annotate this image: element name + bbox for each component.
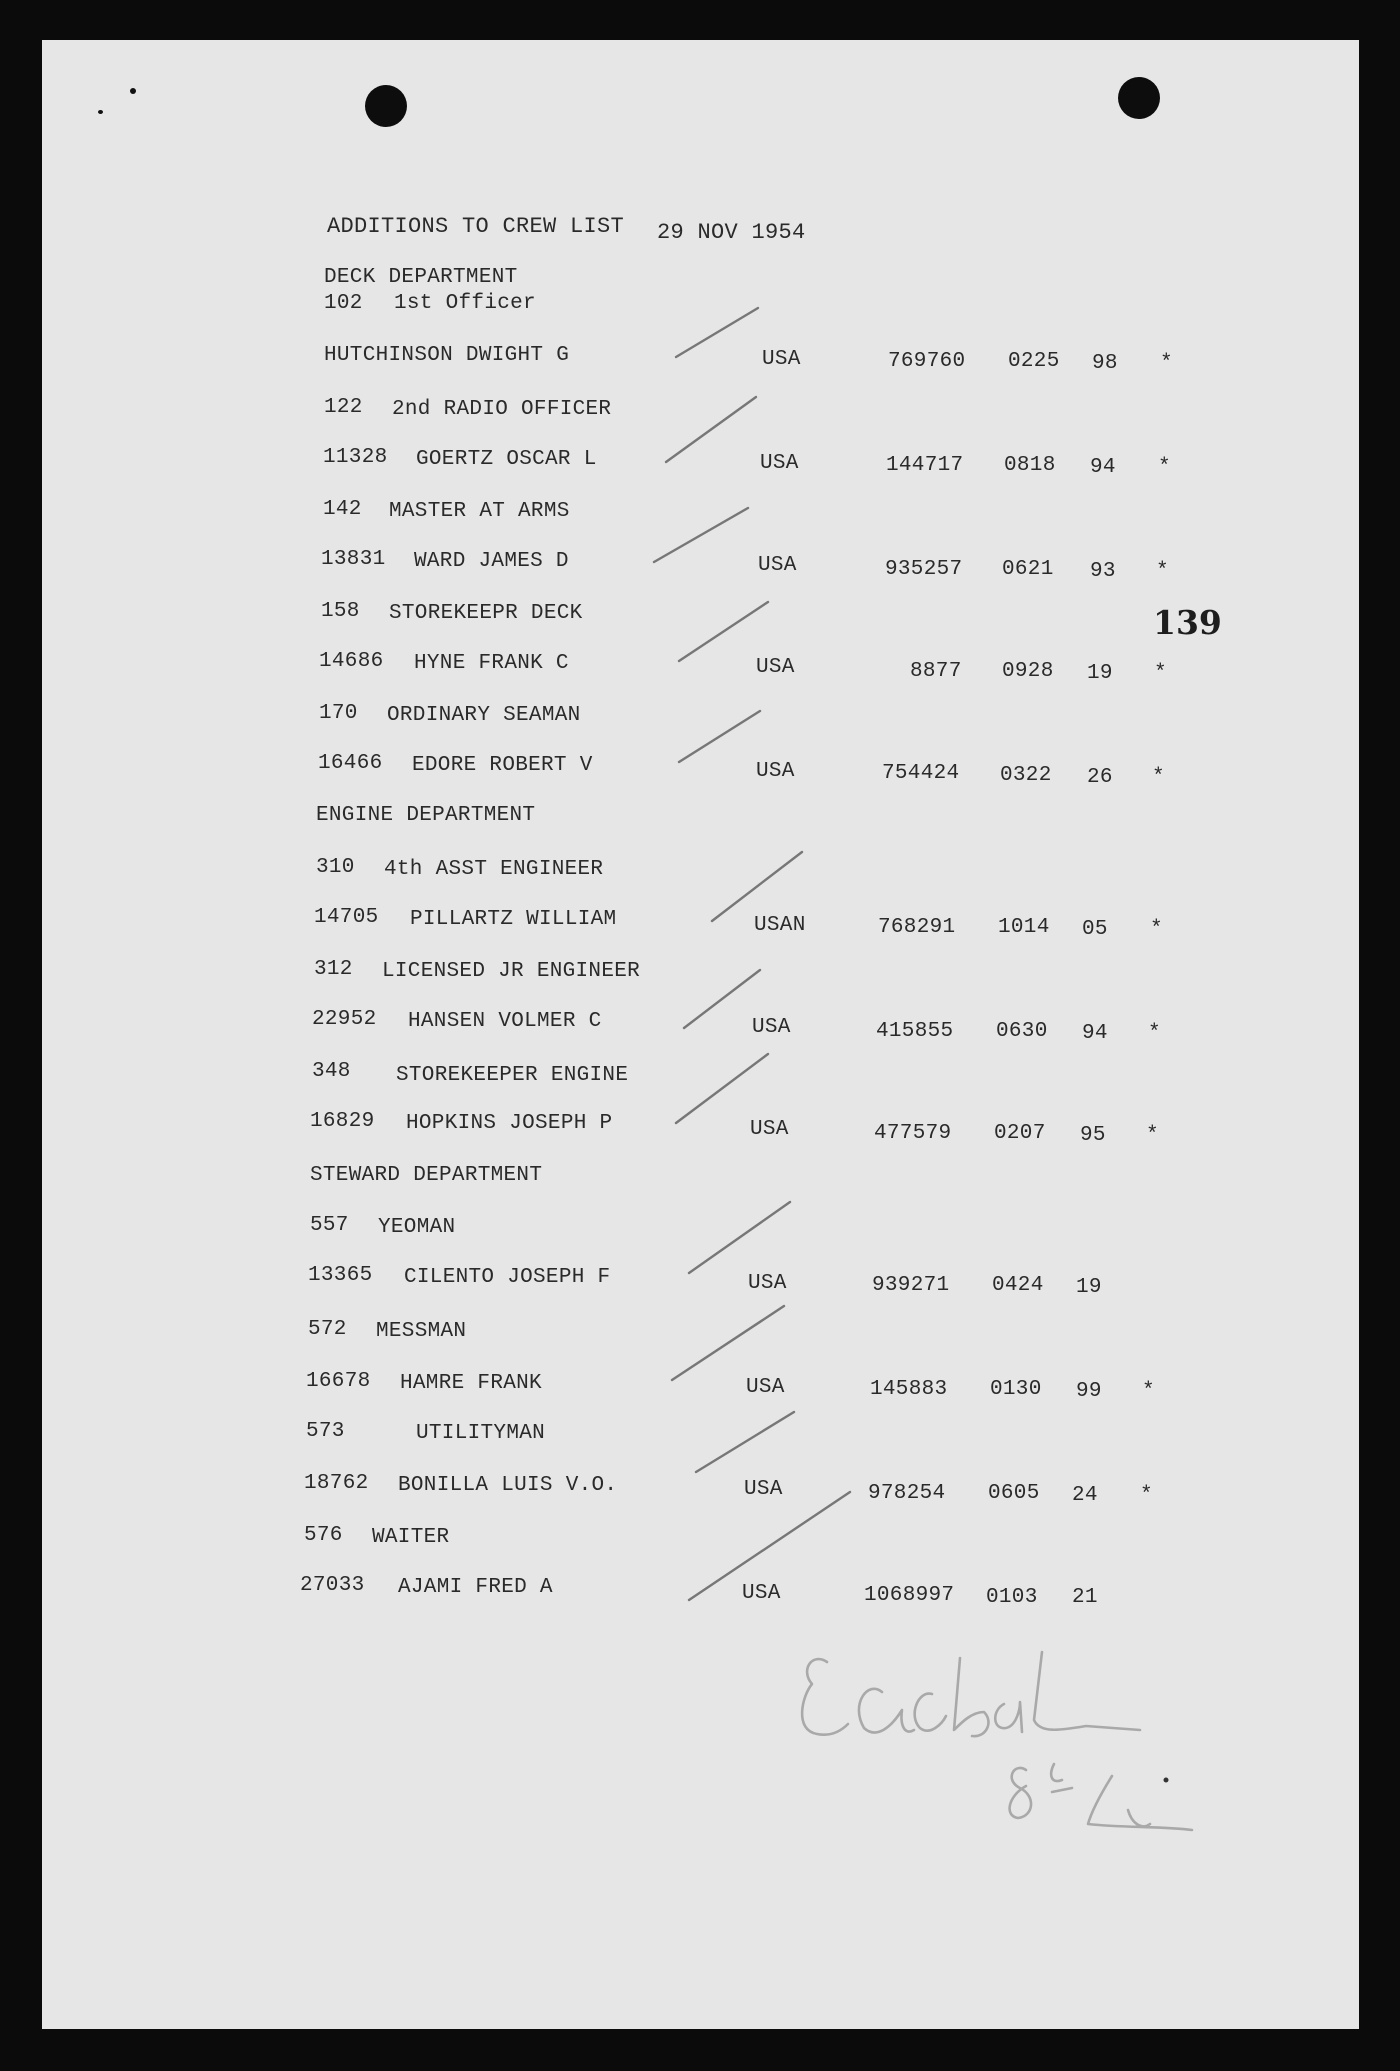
crew-id: 13831 xyxy=(321,548,386,571)
page-number: 139 xyxy=(1153,603,1222,642)
document-title: ADDITIONS TO CREW LIST xyxy=(327,214,625,239)
asterisk-mark: * xyxy=(1142,1380,1155,1403)
nationality: USA xyxy=(756,760,795,783)
nationality: USAN xyxy=(754,914,806,937)
position-code: 158 xyxy=(321,600,360,623)
position-code: 310 xyxy=(316,856,355,879)
crew-name: HOPKINS JOSEPH P xyxy=(406,1112,613,1135)
document-number: 8877 xyxy=(910,660,962,683)
check-mark xyxy=(676,1054,768,1123)
check-mark xyxy=(654,508,748,562)
crew-id: 16466 xyxy=(318,752,383,775)
crew-name: BONILLA LUIS V.O. xyxy=(398,1474,618,1497)
asterisk-mark: * xyxy=(1150,918,1163,941)
department-heading: ENGINE DEPARTMENT xyxy=(316,804,536,827)
crew-id: 16678 xyxy=(306,1370,371,1393)
nationality: USA xyxy=(744,1478,783,1501)
annotation-layer xyxy=(42,40,1359,2029)
crew-id: 27033 xyxy=(300,1574,365,1597)
nationality: USA xyxy=(748,1272,787,1295)
date-code: 0818 xyxy=(1004,454,1056,477)
position-title: MESSMAN xyxy=(376,1320,467,1343)
document-date: 29 NOV 1954 xyxy=(657,220,806,245)
check-mark xyxy=(696,1412,794,1472)
check-mark xyxy=(689,1202,790,1273)
asterisk-mark: * xyxy=(1154,662,1167,685)
asterisk-mark: * xyxy=(1158,456,1171,479)
position-title: 4th ASST ENGINEER xyxy=(384,858,604,881)
check-marks xyxy=(654,308,850,1600)
position-title: 2nd RADIO OFFICER xyxy=(392,398,612,421)
crew-name: HYNE FRANK C xyxy=(414,652,569,675)
year-code: 26 xyxy=(1087,766,1113,789)
year-code: 94 xyxy=(1090,456,1116,479)
position-code: 557 xyxy=(310,1214,349,1237)
crew-name: GOERTZ OSCAR L xyxy=(416,448,597,471)
asterisk-mark: * xyxy=(1152,766,1165,789)
year-code: 95 xyxy=(1080,1124,1106,1147)
handwritten-signature xyxy=(802,1652,1192,1830)
check-mark xyxy=(672,1306,784,1380)
document-number: 939271 xyxy=(872,1274,950,1297)
document-number: 1068997 xyxy=(864,1584,955,1607)
nationality: USA xyxy=(758,554,797,577)
crew-name: EDORE ROBERT V xyxy=(412,754,593,777)
position-code: 573 xyxy=(306,1420,345,1443)
crew-id: 22952 xyxy=(312,1008,377,1031)
date-code: 0605 xyxy=(988,1482,1040,1505)
nationality: USA xyxy=(742,1582,781,1605)
crew-name: PILLARTZ WILLIAM xyxy=(410,908,617,931)
crew-id: 11328 xyxy=(323,446,388,469)
position-title: 1st Officer xyxy=(394,292,536,315)
crew-name: CILENTO JOSEPH F xyxy=(404,1266,611,1289)
position-code: 170 xyxy=(319,702,358,725)
date-code: 0630 xyxy=(996,1020,1048,1043)
date-code: 0621 xyxy=(1002,558,1054,581)
ink-dot xyxy=(1164,1778,1169,1783)
nationality: USA xyxy=(750,1118,789,1141)
date-code: 1014 xyxy=(998,916,1050,939)
date-code: 0207 xyxy=(994,1122,1046,1145)
asterisk-mark: * xyxy=(1146,1124,1159,1147)
year-code: 93 xyxy=(1090,560,1116,583)
position-code: 348 xyxy=(312,1060,351,1083)
asterisk-mark: * xyxy=(1160,352,1173,375)
date-code: 0424 xyxy=(992,1274,1044,1297)
year-code: 05 xyxy=(1082,918,1108,941)
position-title: STOREKEEPER ENGINE xyxy=(396,1064,629,1087)
document-number: 935257 xyxy=(885,558,963,581)
document-number: 978254 xyxy=(868,1482,946,1505)
crew-name: WARD JAMES D xyxy=(414,550,569,573)
nationality: USA xyxy=(746,1376,785,1399)
department-heading: DECK DEPARTMENT xyxy=(324,266,518,289)
date-code: 0322 xyxy=(1000,764,1052,787)
crew-id: 13365 xyxy=(308,1264,373,1287)
year-code: 24 xyxy=(1072,1484,1098,1507)
check-mark xyxy=(666,397,756,462)
position-title: WAITER xyxy=(372,1526,450,1549)
document-number: 768291 xyxy=(878,916,956,939)
crew-name: AJAMI FRED A xyxy=(398,1576,553,1599)
department-heading: STEWARD DEPARTMENT xyxy=(310,1164,543,1187)
check-mark xyxy=(679,602,768,661)
check-mark xyxy=(712,852,802,921)
year-code: 19 xyxy=(1087,662,1113,685)
date-code: 0130 xyxy=(990,1378,1042,1401)
crew-name: HANSEN VOLMER C xyxy=(408,1010,602,1033)
position-title: UTILITYMAN xyxy=(416,1422,546,1445)
document-number: 144717 xyxy=(886,454,964,477)
position-title: STOREKEEPR DECK xyxy=(389,602,583,625)
position-code: 102 xyxy=(324,292,363,315)
position-code: 312 xyxy=(314,958,353,981)
crew-id: 16829 xyxy=(310,1110,375,1133)
date-code: 0225 xyxy=(1008,350,1060,373)
document-page xyxy=(42,40,1359,2029)
check-mark xyxy=(676,308,758,357)
asterisk-mark: * xyxy=(1148,1022,1161,1045)
year-code: 94 xyxy=(1082,1022,1108,1045)
nationality: USA xyxy=(760,452,799,475)
date-code: 0928 xyxy=(1002,660,1054,683)
position-title: YEOMAN xyxy=(378,1216,456,1239)
crew-name: HAMRE FRANK xyxy=(400,1372,542,1395)
year-code: 98 xyxy=(1092,352,1118,375)
document-number: 754424 xyxy=(882,762,960,785)
position-title: ORDINARY SEAMAN xyxy=(387,704,581,727)
asterisk-mark: * xyxy=(1140,1484,1153,1507)
position-title: LICENSED JR ENGINEER xyxy=(382,960,641,983)
document-number: 769760 xyxy=(888,350,966,373)
nationality: USA xyxy=(752,1016,791,1039)
position-code: 122 xyxy=(324,396,363,419)
position-title: MASTER AT ARMS xyxy=(389,500,570,523)
position-code: 572 xyxy=(308,1318,347,1341)
position-code: 576 xyxy=(304,1524,343,1547)
year-code: 19 xyxy=(1076,1276,1102,1299)
crew-id: 14705 xyxy=(314,906,379,929)
position-code: 142 xyxy=(323,498,362,521)
year-code: 21 xyxy=(1072,1586,1098,1609)
crew-name: HUTCHINSON DWIGHT G xyxy=(324,344,570,367)
check-mark xyxy=(679,711,760,762)
document-number: 477579 xyxy=(874,1122,952,1145)
document-number: 415855 xyxy=(876,1020,954,1043)
asterisk-mark: * xyxy=(1156,560,1169,583)
nationality: USA xyxy=(756,656,795,679)
check-mark xyxy=(684,970,760,1028)
year-code: 99 xyxy=(1076,1380,1102,1403)
date-code: 0103 xyxy=(986,1586,1038,1609)
crew-id: 14686 xyxy=(319,650,384,673)
nationality: USA xyxy=(762,348,801,371)
crew-id: 18762 xyxy=(304,1472,369,1495)
document-number: 145883 xyxy=(870,1378,948,1401)
